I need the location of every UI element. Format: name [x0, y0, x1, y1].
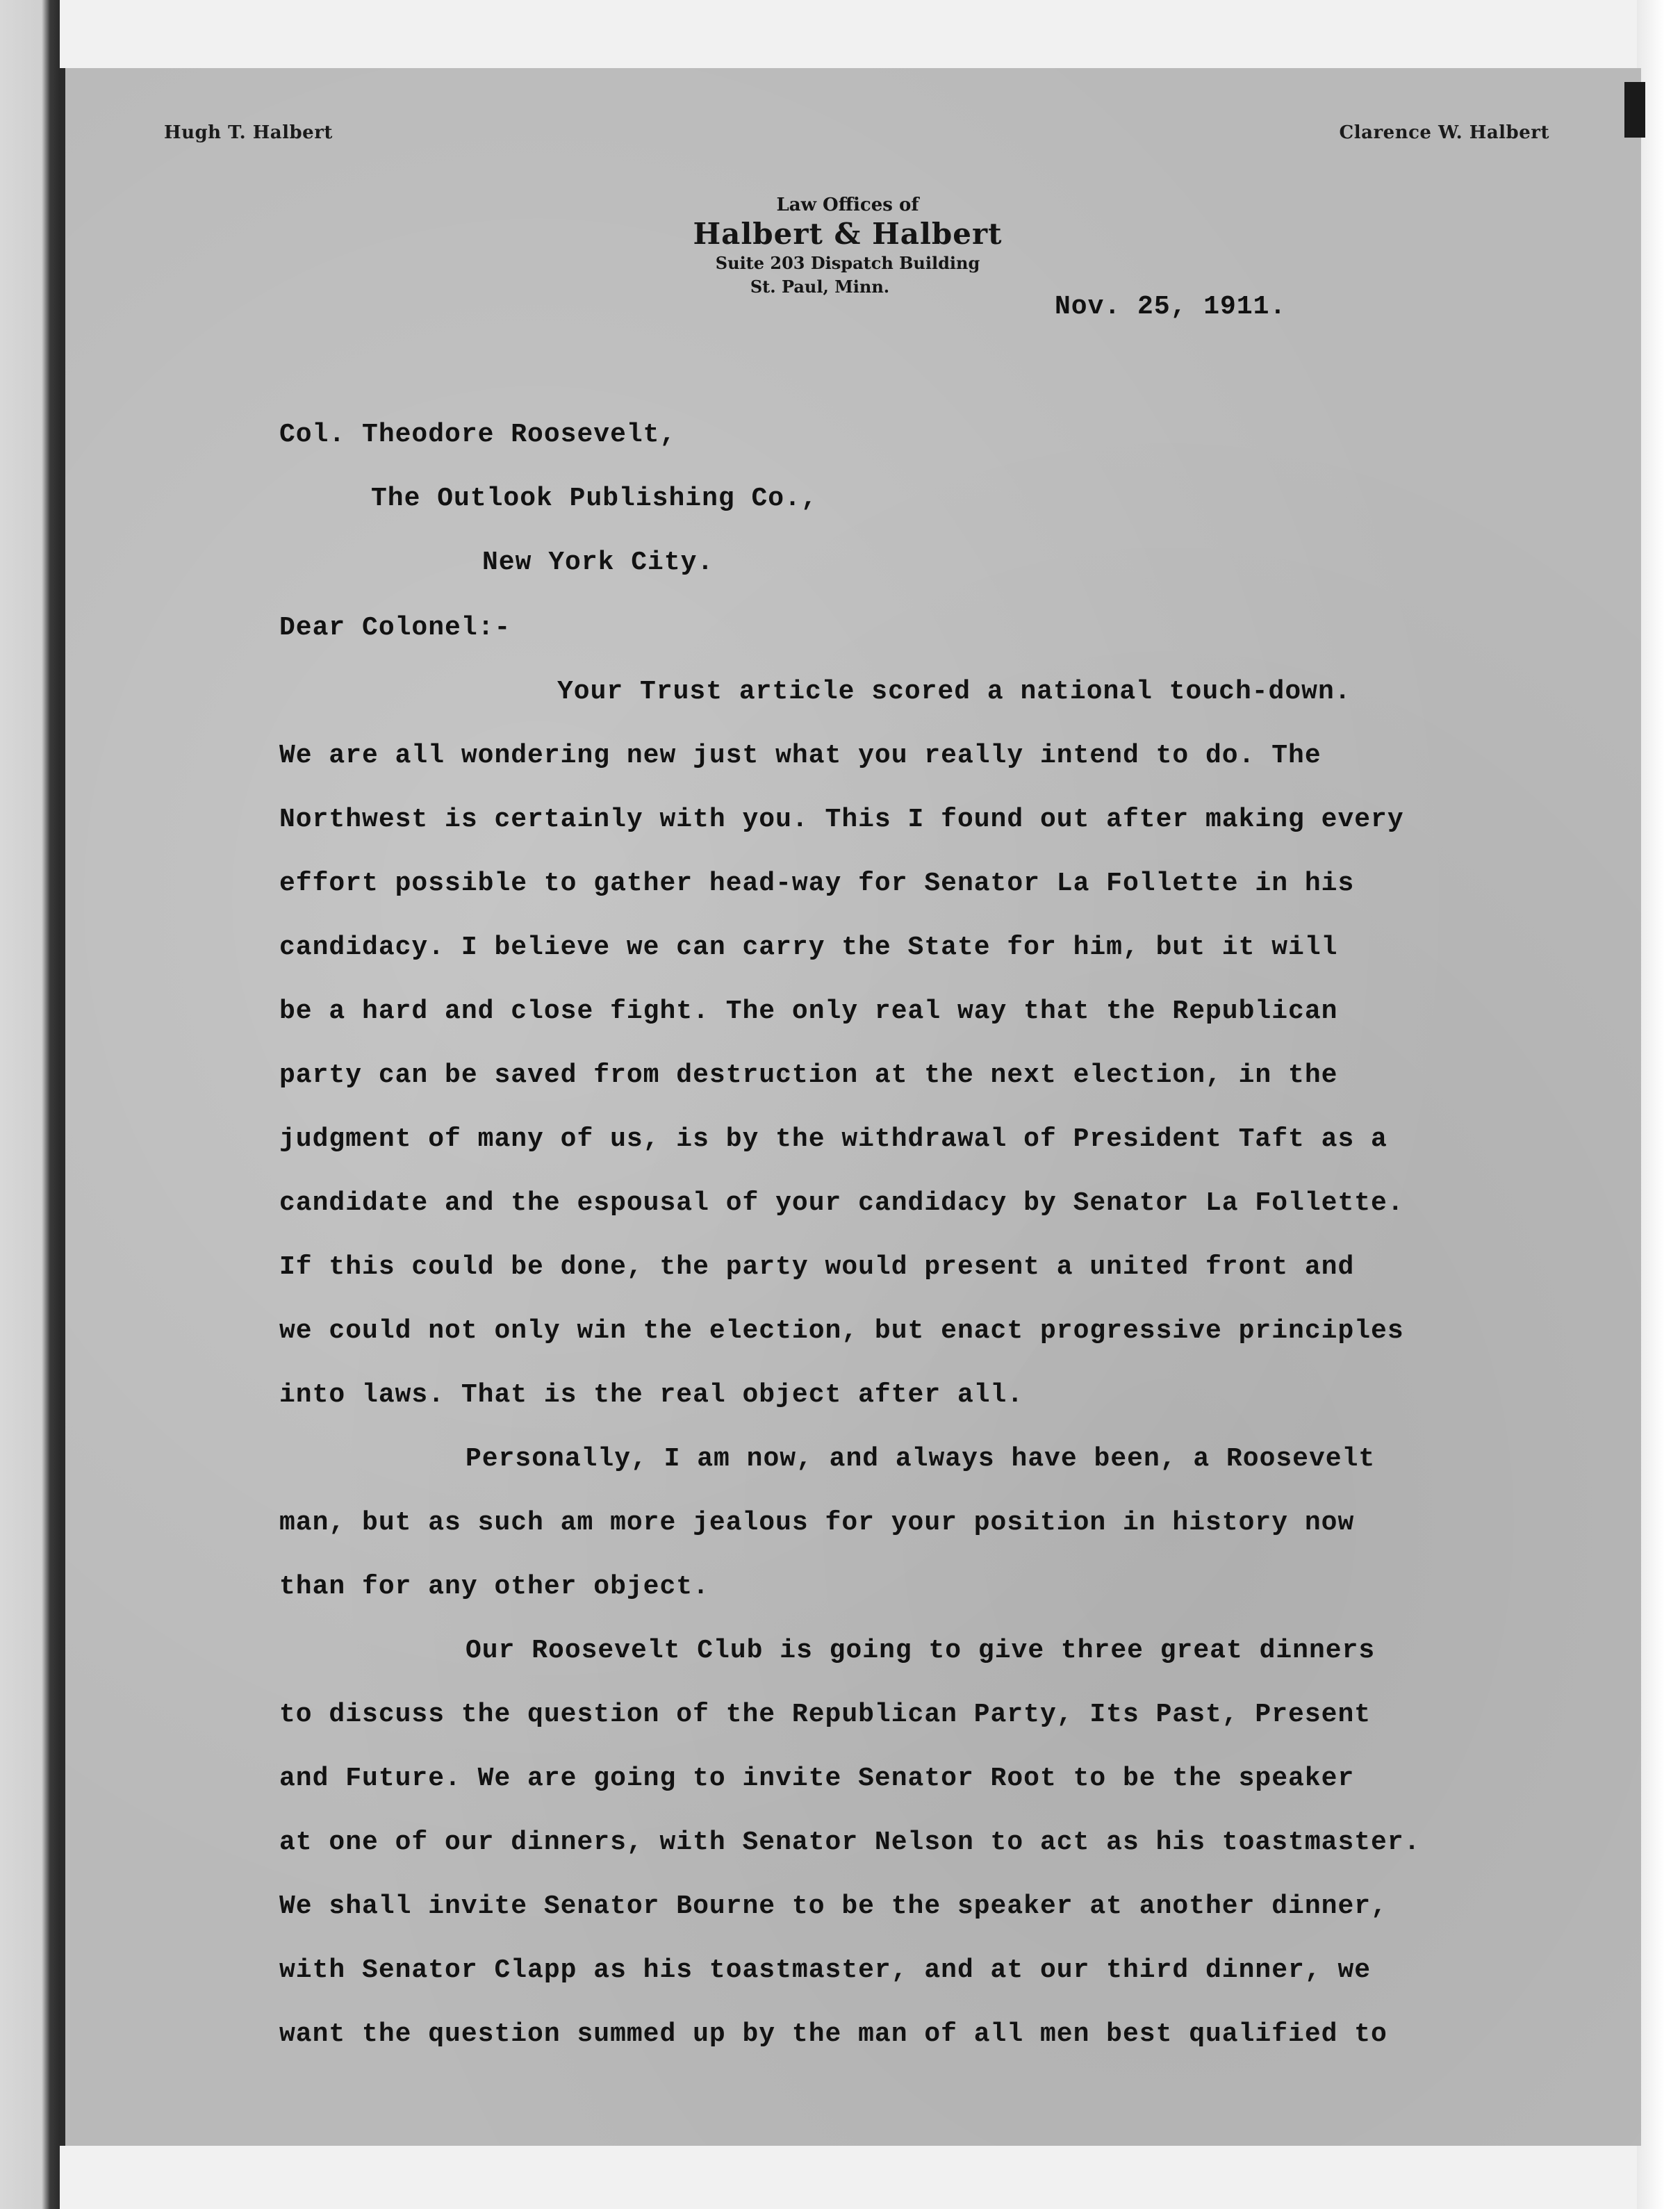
body-line: effort possible to gather head-way for Senator La Follette in his [279, 869, 1355, 898]
body-line: man, but as such am more jealous for your position in history now [279, 1508, 1355, 1538]
body-line: with Senator Clapp as his toastmaster, and at our third dinner, we [279, 1955, 1372, 1985]
body-line: candidacy. I believe we can carry the State for him, but it will [279, 933, 1338, 962]
recipient-company: The Outlook Publishing Co., [371, 484, 818, 514]
body-line: we could not only win the election, but enact progressive principles [279, 1316, 1404, 1346]
body-line: to discuss the question of the Republican Party, Its Past, Present [279, 1700, 1372, 1730]
body-line: at one of our dinners, with Senator Nelson to act as his toastmaster. [279, 1828, 1421, 1857]
body-line: We shall invite Senator Bourne to be the speaker at another dinner, [279, 1891, 1387, 1921]
partner-name-left: Hugh T. Halbert [164, 122, 333, 143]
partner-name-right: Clarence W. Halbert [1339, 122, 1549, 143]
body-line: We are all wondering new just what you really intend to do. The [279, 741, 1321, 771]
letterhead-block [667, 193, 1028, 299]
body-line: and Future. We are going to invite Senator Root to be the speaker [279, 1764, 1355, 1793]
body-line: into laws. That is the real object after all. [279, 1380, 1024, 1410]
body-line: party can be saved from destruction at the next election, in the [279, 1060, 1338, 1090]
letter-body [279, 673, 1565, 2079]
body-line: Personally, I am now, and always have been, a Roosevelt [466, 1444, 1376, 1474]
firm-name: Halbert & Halbert [693, 217, 1003, 251]
body-line: Our Roosevelt Club is going to give three great dinners [466, 1636, 1376, 1666]
body-line: be a hard and close fight. The only real way that the Republican [279, 996, 1338, 1026]
body-line: Your Trust article scored a national touch-down. [557, 677, 1351, 707]
letterhead-address: Suite 203 Dispatch Building [715, 253, 980, 273]
body-line: judgment of many of us, is by the withdrawal of President Taft as a [279, 1124, 1387, 1154]
scan-edge-left [0, 0, 60, 2209]
salutation: Dear Colonel:- [279, 613, 511, 643]
letter-date: Nov. 25, 1911. [1055, 292, 1287, 322]
page-clip-mark [1624, 82, 1645, 138]
recipient-city: New York City. [482, 548, 714, 577]
body-line: candidate and the espousal of your candidacy by Senator La Follette. [279, 1188, 1404, 1218]
body-line: than for any other object. [279, 1572, 709, 1602]
recipient-name: Col. Theodore Roosevelt, [279, 420, 677, 450]
letterhead-line-1: Law Offices of [776, 195, 919, 215]
body-line: If this could be done, the party would present a united front and [279, 1252, 1355, 1282]
letterhead-city: St. Paul, Minn. [750, 277, 890, 297]
scan-edge-right [1637, 0, 1680, 2209]
body-line: want the question summed up by the man of all men best qualified to [279, 2019, 1387, 2049]
body-line: Northwest is certainly with you. This I found out after making every [279, 805, 1404, 835]
